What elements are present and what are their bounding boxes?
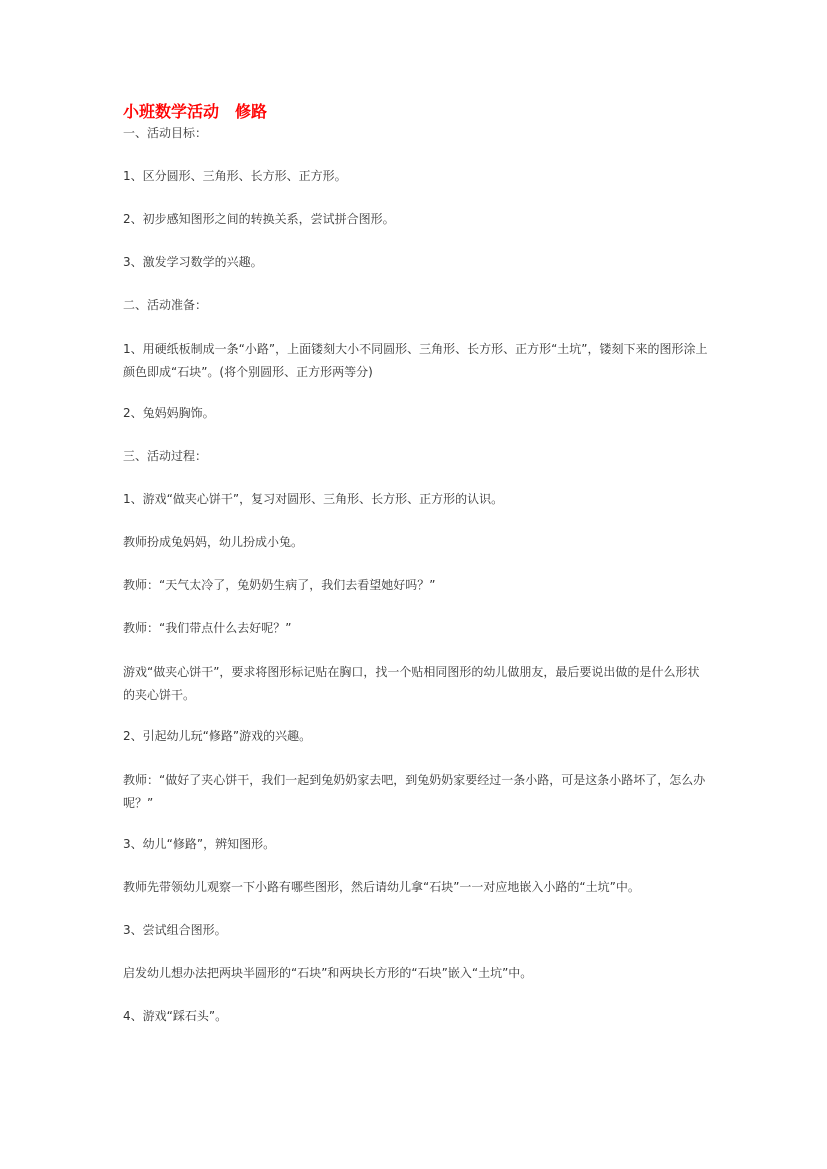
goal-item-3: 3、激发学习数学的兴趣。	[123, 255, 263, 269]
preparation-item-2: 2、兔妈妈胸饰。	[123, 406, 215, 420]
process-step-4: 4、游戏“踩石头”。	[123, 1009, 228, 1023]
document-title: 小班数学活动 修路	[123, 102, 268, 121]
process-text-game-rules: 游戏“做夹心饼干”，要求将图形标记贴在胸口，找一个贴相同图形的幼儿做朋友，最后要说出做的是什么形状的夹心饼干。	[123, 665, 700, 702]
process-text-teacher-1: 教师：“天气太冷了，兔奶奶生病了，我们去看望她好吗？”	[123, 578, 436, 592]
process-text-observe: 教师先带领幼儿观察一下小路有哪些图形，然后请幼儿拿“石块”一一对应地嵌入小路的“土坑”中。	[123, 880, 640, 894]
section-heading-preparation: 二、活动准备：	[123, 298, 208, 312]
process-text-teacher-3: 教师：“做好了夹心饼干，我们一起到兔奶奶家去吧，到兔奶奶家要经过一条小路，可是这条小路坏了，怎么办呢？”	[123, 773, 706, 810]
process-step-3b: 3、尝试组合图形。	[123, 923, 227, 937]
process-text-combine: 启发幼儿想办法把两块半圆形的“石块”和两块长方形的“石块”嵌入“土坑”中。	[123, 966, 533, 980]
goal-item-1: 1、区分圆形、三角形、长方形、正方形。	[123, 169, 347, 183]
process-text-roles: 教师扮成兔妈妈，幼儿扮成小兔。	[123, 535, 304, 549]
process-step-1: 1、游戏“做夹心饼干”，复习对圆形、三角形、长方形、正方形的认识。	[123, 492, 504, 506]
process-step-2: 2、引起幼儿玩“修路”游戏的兴趣。	[123, 729, 312, 743]
goal-item-2: 2、初步感知图形之间的转换关系，尝试拼合图形。	[123, 212, 395, 226]
preparation-item-1: 1、用硬纸板制成一条“小路”，上面镂刻大小不同圆形、三角形、长方形、正方形“土坑”，镂刻下来的图形涂上颜色即成“石块”。(将个别圆形、正方形两等分)	[123, 342, 708, 379]
section-heading-process: 三、活动过程：	[123, 449, 208, 463]
section-heading-goals: 一、活动目标：	[123, 126, 208, 140]
process-step-3: 3、幼儿“修路”，辨知图形。	[123, 837, 276, 851]
process-text-teacher-2: 教师：“我们带点什么去好呢？”	[123, 621, 292, 635]
